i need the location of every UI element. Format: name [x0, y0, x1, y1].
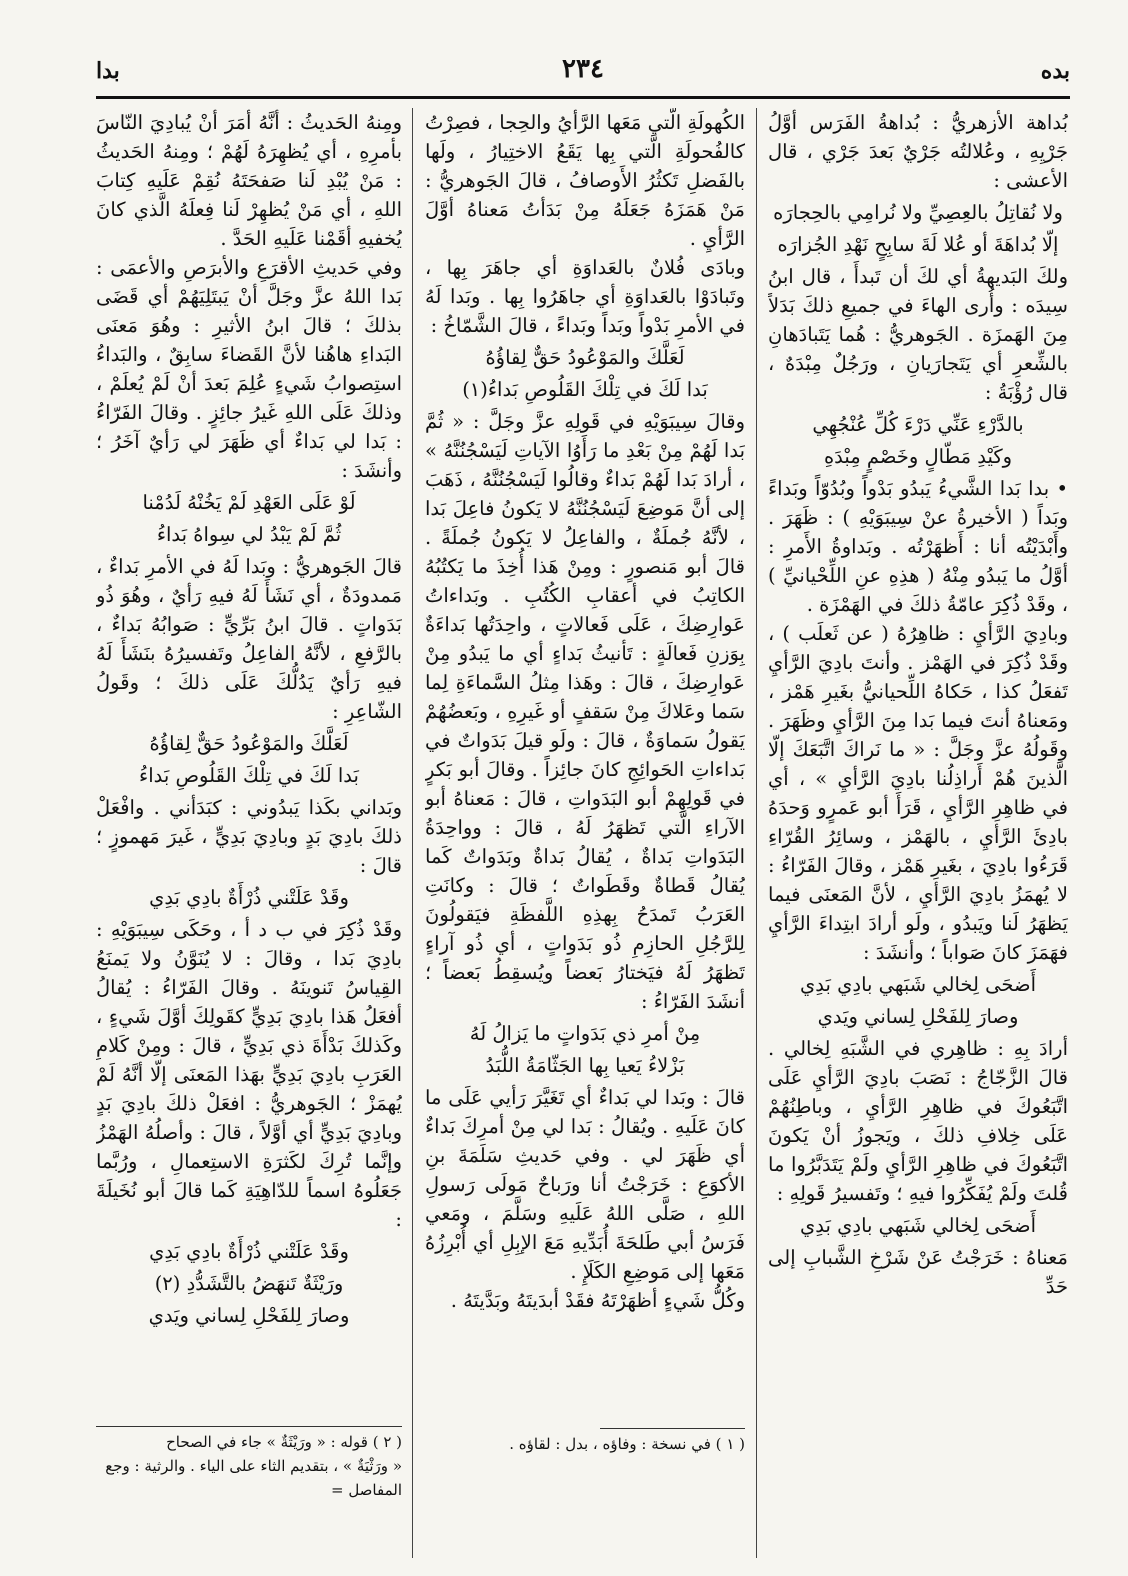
verse-line: وصارَ لِلفَحْلِ لِساني ويَدي [817, 1005, 1019, 1028]
paragraph: وبادَى فُلانٌ بالعَداوَةِ أي جاهَرَ بِها ، وتَبادَوْا بالعَداوَةِ أي جاهَرُوا بِها . وبَدا لَهُ في الأمرِ بَدْواً وبَداً وبَداءً ، قالَ الشَّمّاخُ : [425, 256, 745, 337]
paragraph: وفي حَديثِ الأقرَعِ والأبرَصِ والأعمَى : بَدا اللهُ عزَّ وجَلَّ أنْ يَبتَلِيَهُمْ أي قَضَى بذلكَ ؛ قالَ ابنُ الأثيرِ : وهُوَ مَعنَى البَداءِ هاهُنا لأنَّ القَضاءَ سابِقٌ ، والبَداءُ استِصوابُ شَيءٍ عُلِمَ بَعدَ أنْ لَمْ يُعلَمْ ، وذلكَ عَلَى اللهِ غَيرُ جائِزٍ . وقالَ الفَرّاءُ : بَدا لي بَداءٌ أي ظَهَرَ لي رَأيٌ آخَرُ ؛ وأنشَدَ : [96, 256, 402, 482]
header-root-right: بده [1040, 58, 1070, 84]
page-header [96, 52, 1070, 92]
verse-line: مِنْ أمرِ ذي بَدَواتٍ ما يَزالُ لَهُ [469, 1022, 701, 1045]
footnote-left [96, 1430, 402, 1502]
verse-line: لَوْ عَلَى العَهْدِ لَمْ يَخُنْهُ لَدُمْنا [142, 491, 356, 514]
paragraph: وقالَ سِيبَوَيْهِ في قَولِهِ عزَّ وجَلَّ : « ثُمَّ بَدا لَهُمْ مِنْ بَعْدِ ما رَأَوُا الآياتِ لَيَسْجُنُنَّهُ » ، أرادَ بَدا لَهُمْ بَداءٌ وقالُوا لَيَسْجُنُنَّهُ ، ذَهَبَ إلى أنَّ مَوضِعَ لَيَسْجُنُنَّهُ لا يَكونُ فاعِلَ بَدا ، لأنَّهُ جُملَةٌ ، والفاعِلُ لا يَكونُ جُملَةً . قالَ أبو مَنصورٍ : ومِنْ هَذا أُخِذَ ما يَكتُبُهُ الكاتِبُ في أعقابِ الكُتُبِ . وبَداءاتُ عَوارِضِكَ ، عَلَى فَعالاتٍ ، واحِدَتُها بَداءَةٌ بِوَزنِ فَعالَةٍ : تَأنيثُ بَداءٍ أي ما يَبدُو مِنْ عَوارِضِكَ ، قالَ : وهَذا مِثلُ السَّماءَةِ لِما سَما وعَلاكَ مِنْ سَقفٍ أو غَيرِهِ ، وبَعضُهُمْ يَقولُ سَماوَةٌ ، قالَ : ولَو قيلَ بَدَواتٌ في بَداءاتِ الحَوائِجِ كانَ جائِزاً . وقالَ أبو بَكرٍ في قَولِهِمْ أبو البَدَواتِ ، قالَ : مَعناهُ أبو الآراءِ الَّتي تَظهَرُ لَهُ ، قالَ : وواحِدَةُ البَدَواتِ بَداةٌ ، يُقالُ بَداةٌ وبَدَواتٌ كَما يُقالُ قَطاةٌ وقَطَواتٌ ؛ قالَ : وكانَتِ العَرَبُ تَمدَحُ بِهذِهِ اللَّفظَةِ فيَقولُونَ لِلرَّجُلِ الحازِمِ ذُو بَدَواتٍ ، أي ذُو آراءٍ تَظهَرُ لَهُ فيَختارُ بَعضاً ويُسقِطُ بَعضاً ؛ أنشَدَ الفَرّاءُ : [425, 410, 745, 1013]
paragraph: الكُهولَةِ الَّتي مَعَها الرَّأيُ والحِجا ، فصِرْتُ كالفُحولَةِ الَّتي بِها يَقَعُ الاختِيارُ ، ولَها بالفَضلِ تَكثُرُ الأَوصافُ ، قالَ الجَوهريُّ : مَنْ هَمَزَهُ جَعَلَهُ مِنْ بَدَأتُ مَعناهُ أوَّلَ الرَّأيِ . [425, 111, 745, 250]
footnote-line: « ورَثْيَةٌ » ، بتقديم الثاء على الياء . والرثية : وجع المفاصل = [105, 1457, 402, 1499]
paragraph: مَعناهُ : خَرَجْتُ عَنْ شَرْخِ الشَّبابِ إلى حَدِّ [768, 1246, 1068, 1298]
verse-line: لَعَلَّكَ والمَوْعُودُ حَقٌّ لِقاؤُهُ [149, 732, 349, 755]
paragraph: أرادَ بِهِ : ظاهِري في الشَّبَهِ لِخالي . قالَ الزَّجّاجُ : نَصَبَ بادِيَ الرَّأيِ عَلَى اتَّبَعُوكَ في ظاهِرِ الرَّأيِ ، وباطِنُهُمْ عَلَى خِلافِ ذلكَ ، ويَجوزُ أنْ يَكونَ اتَّبَعُوكَ في ظاهِرِ الرَّأيِ ولَمْ يَتَدَبَّرُوا ما قُلتَ ولَمْ يُفَكِّرُوا فيهِ ؛ وتَفسيرُ قَولِهِ : [768, 1037, 1068, 1205]
footnote-line: ( ٢ ) قوله : « ورَيْثَةٌ » جاء في الصحاح [166, 1433, 402, 1451]
header-rule [96, 96, 1070, 99]
paragraph: ومِنهُ الحَديثُ : أنَّهُ أمَرَ أنْ يُبادِيَ النّاسَ بأمرِهِ ، أي يُظهِرَهُ لَهُمْ ؛ ومِنهُ الحَديثُ : مَنْ يُبْدِ لَنا صَفحَتَهُ نُقِمْ عَلَيهِ كِتابَ اللهِ ، أي مَنْ يُظهِرْ لَنا فِعلَهُ الَّذي كانَ يُخفيهِ أقَمْنا عَلَيهِ الحَدَّ . [96, 111, 402, 250]
entry-heading-paragraph: • بدا بَدا الشَّيءُ يَبدُو بَدْواً وبُدُوّاً وبَداءً وبَداً ( الأخيرةُ عنْ سِيبَوَيْهِ ) : ظَهَرَ . وأَبْدَيْتُه أنا : أَظهَرْتُه . وبَداوةُ الأَمرِ : أوَّلُ ما يَبدُو مِنْهُ ( هذِهِ عنِ اللِّحْيانيِّ ) ، وقَدْ ذُكِرَ عامّةُ ذلكَ في الهَمْزَة . [768, 477, 1068, 616]
verse-line: لَعَلَّكَ والمَوْعُودُ حَقٌّ لِقاؤُهُ [485, 346, 685, 369]
verse-line: ولا نُقاتِلُ بالعِصِيِّ ولا نُرامِي بالحِجارَه [773, 201, 1063, 224]
verse-line: بَدا لَكَ في تِلْكَ القَلُوصِ بَداءُ(١) [462, 378, 708, 401]
paragraph: وبادِيَ الرَّأيِ : ظاهِرُهُ ( عن ثَعلَب ) ، وقَدْ ذُكِرَ في الهَمْز . وأنتَ بادِيَ الرَّأيِ تَفعَلُ كذا ، حَكاهُ اللِّحيانيُّ بغَيرِ هَمْز ، ومَعناهُ أنتَ فيما بَدا مِنَ الرَّأيِ وظَهَرَ . وقَولُهُ عزَّ وجَلَّ : « ما نَراكَ اتَّبَعَكَ إلّا الَّذينَ هُمْ أَراذِلُنا بادِيَ الرَّأيِ » ، أي في ظاهِرِ الرَّأيِ ، قَرَأَ أبو عَمرٍو وَحدَهُ بادِئَ الرَّأيِ ، بالهَمْز ، وسائِرُ القُرّاءِ قَرَءُوا بادِيَ ، بغَيرِ هَمْز ، وقالَ الفَرّاءُ : لا يُهمَزُ بادِيَ الرَّأيِ ، لأنَّ المَعنَى فيما يَظهَرُ لَنا ويَبدُو ، ولَو أرادَ ابتِداءَ الرَّأيِ فهَمَزَ كانَ صَواباً ؛ وأنشَدَ : [768, 622, 1068, 964]
page-number: ٢٣٤ [562, 54, 604, 84]
footnote-rule-middle [600, 1428, 745, 1429]
verse-line: وصارَ لِلفَحْلِ لِساني ويَدي [148, 1304, 350, 1327]
paragraph: قالَ : وبَدا لي بَداءٌ أي تَغَيَّرَ رَأيي عَلَى ما كانَ عَلَيهِ . ويُقالُ : بَدا لي مِنْ أمرِكَ بَداءٌ أي ظَهَرَ لي . وفي حَديثِ سَلَمَةَ بنِ الأكوَعِ : خَرَجْتُ أنا ورَباحٌ مَولَى رَسولِ اللهِ ، صَلَّى اللهُ عَلَيهِ وسَلَّمَ ، ومَعي فَرَسُ أبي طَلحَةَ أُبَدِّيهِ مَعَ الإبِلِ أي أُبْرِزُهُ مَعَها إلى مَوضِعِ الكَلَإِ . [425, 1086, 745, 1283]
column-left [96, 108, 402, 1426]
paragraph: وكُلُّ شَيءٍ أظهَرْتَهُ فقَدْ أبدَيتَهُ وبَدَّيتَهُ . [450, 1289, 745, 1312]
paragraph: بُداهة الأزهريُّ : بُداهةُ الفَرَس أوَّلُ جَرْيِهِ ، وعُلالتُه جَرْيٌ بَعدَ جَرْي ، قال الأعشى : [768, 111, 1068, 192]
header-root-left: بدا [96, 58, 120, 84]
footnote-middle: ( ١ ) في نسخة : وفاؤه ، بدل : لقاؤه . [509, 1435, 745, 1453]
footnote-rule-left [96, 1426, 402, 1427]
column-right [768, 108, 1068, 1558]
column-divider-right [756, 108, 757, 1558]
paragraph: قالَ الجَوهريُّ : وبَدا لَهُ في الأمرِ بَداءٌ ، مَمدودَةٌ ، أي نَشَأَ لَهُ فيهِ رَأيٌ ، وهُوَ ذُو بَدَواتٍ . قالَ ابنُ بَرِّيٍّ : صَوابُهُ بَداءٌ ، بالرَّفعِ ، لأنَّهُ الفاعِلُ وتَفسيرُهُ بنَشَأَ لَهُ فيهِ رَأيٌ يَدُلُّكَ عَلَى ذلكَ ؛ وقَولُ الشّاعِرِ : [96, 555, 402, 723]
verse-line: بَدا لَكَ في تِلْكَ القَلُوصِ بَداءُ [139, 764, 359, 787]
verse-line: وقَدْ عَلَتْني ذُرْأَةٌ بادِي بَدِي [149, 886, 349, 909]
verse-line: وكَيْدِ مَطّالٍ وخَصْمٍ مِبْدَهِ [823, 445, 1013, 468]
column-divider-left [412, 108, 413, 1558]
paragraph: ولكَ البَديهةُ أي لكَ أن تَبدأَ ، قال ابنُ سِيدَه : وأُرى الهاءَ في جميعِ ذلكَ بَدَلاً مِنَ الهَمزَة . الجَوهريُّ : هُما يَتَبادَهانِ بالشِّعرِ أي يَتَجارَيانِ ، ورَجُلٌ مِبْدَهٌ ، قال رُؤْبَةُ : [768, 265, 1068, 404]
verse-line: إلّا بُداهَةَ أو عُلا لَةَ سابِحٍ نَهْدِ الجُزارَه [777, 233, 1059, 256]
verse-line: بَزْلاءُ يَعيا بِها الجَثّامَةُ اللُّبَدُ [485, 1054, 685, 1077]
verse-line: ورَيْثَةٌ تَنهَضُ بالتَّشَدُّدِ (٢) [154, 1272, 344, 1295]
verse-line: ثُمَّ لَمْ يَبْدُ لي سِواهُ بَداءُ [156, 523, 342, 546]
verse-line: وقَدْ عَلَتْني ذُرْأَةٌ بادِي بَدِي [149, 1240, 349, 1263]
verse-line: أَضحَى لِخالي شَبَهي بادِي بَدِي [800, 1214, 1036, 1237]
verse-line: بالدَّرْءِ عَنِّي دَرْءَ كُلِّ عُنْجُهِي [812, 413, 1024, 436]
paragraph: وبَداني بكَذا يَبدُوني : كبَدَأني . وافْعَلْ ذلكَ بادِيَ بَدٍ وبادِيَ بَدِيٍّ ، غَيرَ مَهموزٍ ؛ قالَ : [96, 796, 402, 877]
verse-line: أَضحَى لِخالي شَبَهي بادِي بَدِي [800, 973, 1036, 996]
paragraph: وقَدْ ذُكِرَ في ب د أ ، وحَكَى سِيبَوَيْهِ : بادِيَ بَدا ، وقالَ : لا يُنَوَّنُ ولا يَمنَعُ القِياسُ تَنوينَهُ . وقالَ الفَرّاءُ : يُقالُ أفعَلُ هَذا بادِيَ بَدِيٍّ كقَولِكَ أوَّلَ شَيءٍ ، وكَذلكَ بَدْأَةَ ذي بَدِيٍّ ، قالَ : ومِنْ كَلامِ العَرَبِ بادِيَ بَدِيٍّ بهَذا المَعنَى إلّا أنَّهُ لَمْ يُهمَزْ ؛ الجَوهريُّ : افعَلْ ذلكَ بادِيَ بَدٍ وبادِيَ بَدِيٍّ أي أوَّلاً ، قالَ : وأصلُهُ الهَمْزُ وإنَّما تُرِكَ لكَثرَةِ الاستِعمالِ ، ورُبَّما جَعَلُوهُ اسماً للدّاهِيَةِ كَما قالَ أبو نُخَيلَةَ : [96, 918, 402, 1231]
column-middle [425, 108, 745, 1426]
